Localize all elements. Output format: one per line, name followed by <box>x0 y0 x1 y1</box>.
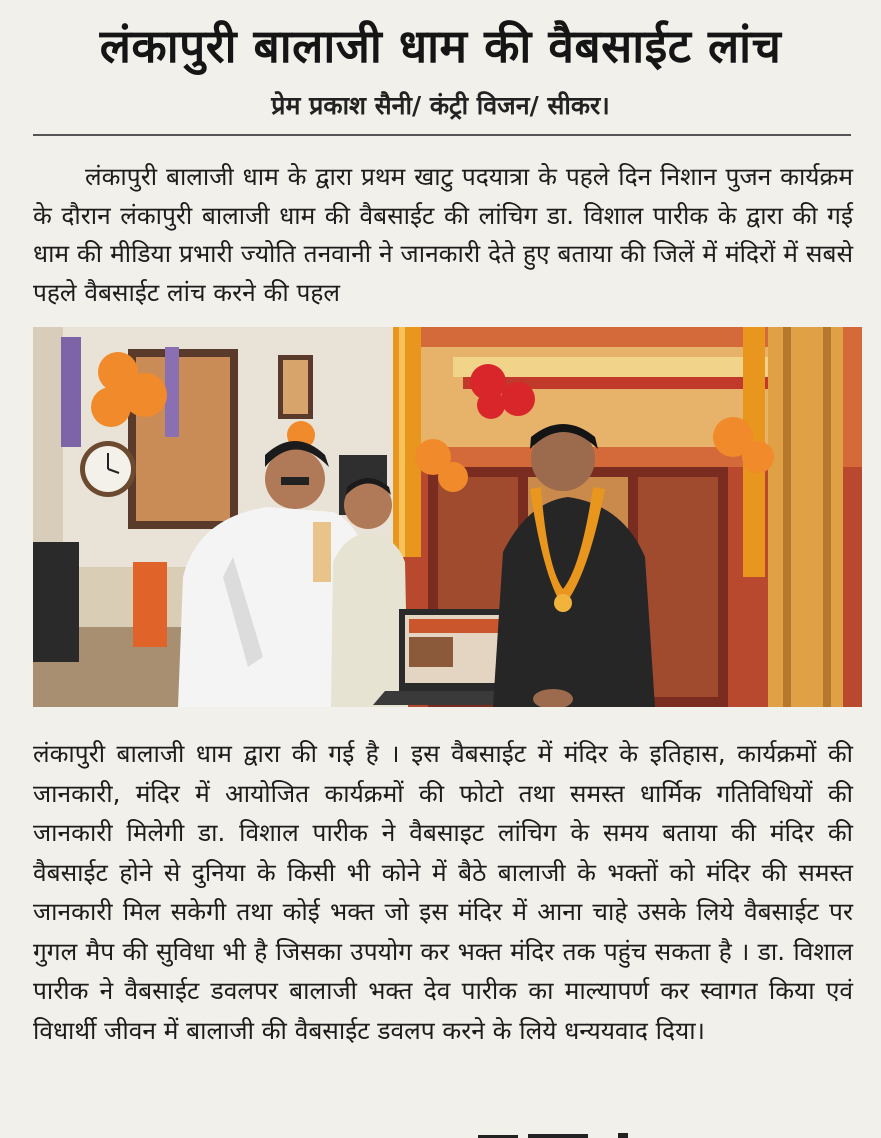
next-article-fragment <box>478 1126 633 1138</box>
divider <box>33 134 851 136</box>
paragraph-1: लंकापुरी बालाजी धाम के द्वारा प्रथम खाटु पदयात्रा के पहले दिन निशान पुजन कार्यक्रम के दौरान लंकापुरी बालाजी धाम की वैबसाईट की लांचिग डा. विशाल पारीक के द्वारा की गई धाम की मीडिया प्रभारी ज्योति तनवानी ने जानकारी देते हुए बताया की जिलें में मंदिरों में सबसे पहले वैबसाईट लांच करने की पहल <box>33 162 853 307</box>
paragraph-2: लंकापुरी बालाजी धाम द्वारा की गई है । इस वैबसाईट में मंदिर के इतिहास, कार्यक्रमों की जानकारी, मंदिर में आयोजित कार्यक्रमों की फोटो तथा समस्त धार्मिक गतिविधियों की जानकारी मिलेगी डा. विशाल पारीक ने वैबसाइट लांचिग के समय बताया की मंदिर की वैबसाईट होने से दुनिया के किसी भी कोने में बैठे बालाजी के भक्तों को मंदिर की समस्त जानकारी मिल सकेगी तथा कोई भक्त जो इस मंदिर में आना चाहे उसके लिये वैबसाईट पर गुगल मैप की सुविधा भी है जिसका उपयोग कर भक्त मंदिर तक पहुंच सकता है । डा. विशाल पारीक ने वैबसाईट डवलपर बालाजी भक्त देव पारीक का माल्यापर्ण कर स्वागत किया एवं विधार्थी जीवन में बालाजी की वैबसाईट डवलप करने के लिये धन्ययवाद दिया। <box>33 739 853 1045</box>
news-photo <box>33 327 862 707</box>
byline: प्रेम प्रकाश सैनी/ कंट्री विजन/ सीकर। <box>271 91 610 120</box>
headline: लंकापुरी बालाजी धाम की वैबसाईट लांच <box>99 19 782 73</box>
